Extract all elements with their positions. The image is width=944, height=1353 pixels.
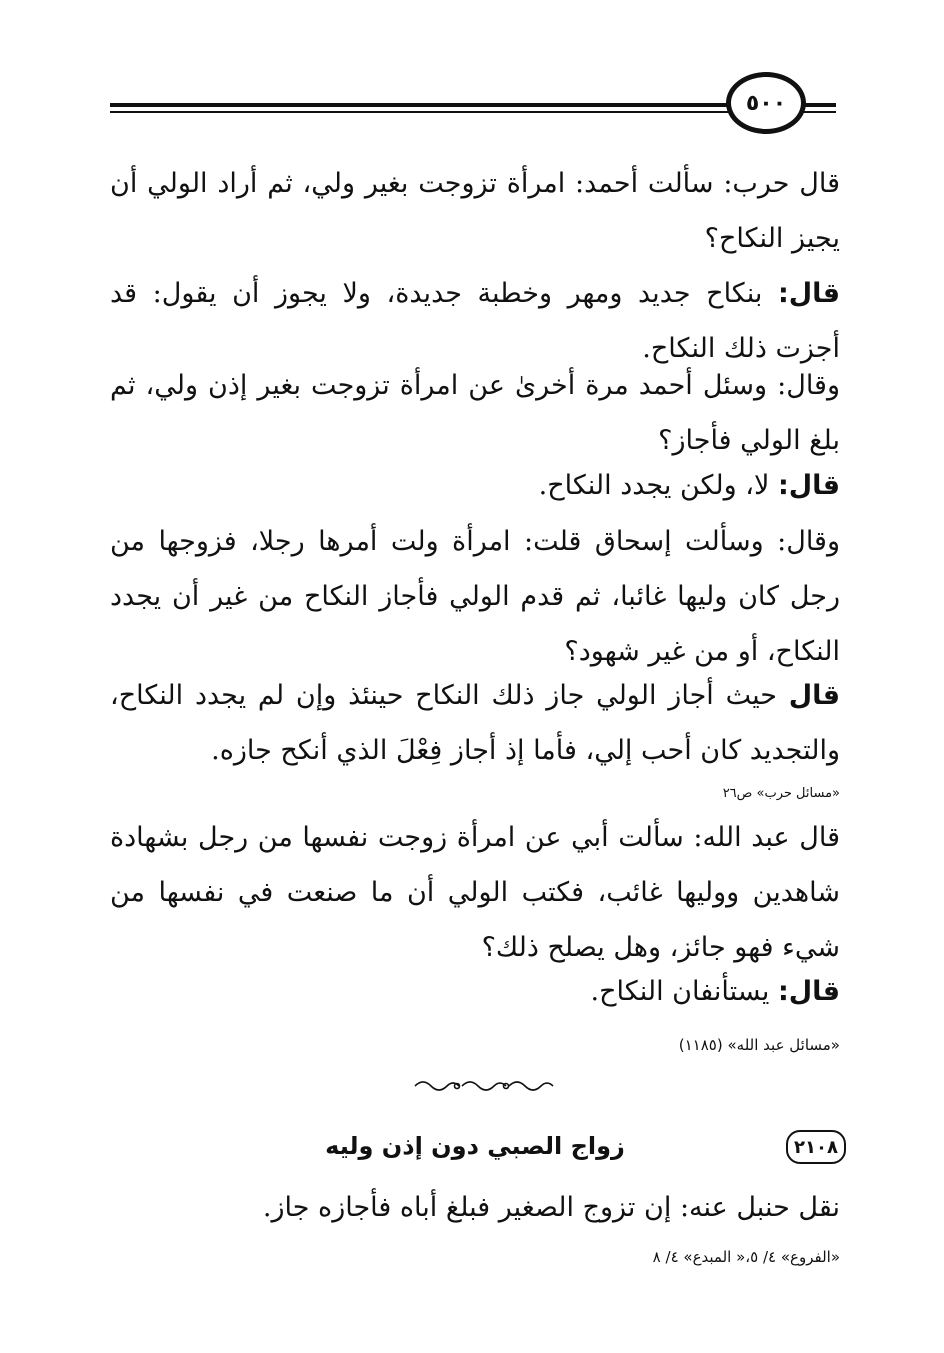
section-title: زواج الصبي دون إذن وليه	[325, 1132, 625, 1160]
paragraph-4	[110, 458, 840, 513]
paragraph-lead: قال:	[777, 278, 840, 309]
paragraph-text: يستأنفان النكاح.	[590, 976, 778, 1007]
paragraph-lead: قال:	[777, 976, 840, 1007]
paragraph-lead: قال:	[777, 470, 840, 501]
header-rule-thick	[110, 103, 730, 107]
paragraph-8	[110, 964, 840, 1019]
paragraph-text: نقل حنبل عنه: إن تزوج الصغير فبلغ أباه فأجازه جاز.	[262, 1192, 840, 1223]
section-number: ٢١٠٨	[794, 1136, 838, 1158]
paragraph-6	[110, 668, 840, 778]
citation-furu: «الفروع» ٤/ ٥،« المبدع» ٤/ ٨	[652, 1248, 840, 1266]
paragraph-text: بنكاح جديد ومهر وخطبة جديدة، ولا يجوز أن يقول: قد أجزت ذلك النكاح.	[110, 278, 840, 364]
citation-abdullah: «مسائل عبد الله» (١١٨٥)	[678, 1036, 840, 1054]
paragraph-1	[110, 156, 840, 266]
paragraph-text: قال حرب: سألت أحمد: امرأة تزوجت بغير ولي، ثم أراد الولي أن يجيز النكاح؟	[110, 168, 840, 254]
paragraph-7	[110, 810, 840, 975]
paragraph-3	[110, 358, 840, 468]
paragraph-text: قال عبد الله: سألت أبي عن امرأة زوجت نفسها من رجل بشهادة شاهدين ووليها غائب، فكتب الولي أن ما صنعت في نفسها من شيء فهو جائز، وهل يصلح ذلك؟	[110, 822, 840, 963]
paragraph-text: حيث أجاز الولي جاز ذلك النكاح حينئذ وإن لم يجدد النكاح، والتجديد كان أحب إلي، فأما إذ أجاز فِعْلَ الذي أنكح جازه.	[110, 680, 840, 766]
paragraph-5	[110, 514, 840, 679]
section-paragraph	[110, 1180, 840, 1235]
page-number-badge	[726, 72, 806, 134]
citation-harb: «مسائل حرب» ص٢٦	[722, 786, 840, 801]
page-number: ٥٠٠	[745, 90, 787, 116]
paragraph-text: لا، ولكن يجدد النكاح.	[538, 470, 778, 501]
paragraph-text: وقال: وسئل أحمد مرة أخرىٰ عن امرأة تزوجت بغير إذن ولي، ثم بلغ الولي فأجاز؟	[110, 370, 840, 456]
paragraph-text: وقال: وسألت إسحاق قلت: امرأة ولت أمرها رجلا، فزوجها من رجل كان وليها غائبا، ثم قدم الولي فأجاز النكاح من غير أن يجدد النكاح، أو من غير شهود؟	[110, 526, 840, 667]
paragraph-lead: قال	[788, 680, 840, 711]
header-rule-thin	[110, 111, 730, 113]
header-rule-right-thin	[800, 111, 836, 113]
ornament-divider-icon	[410, 1076, 560, 1096]
